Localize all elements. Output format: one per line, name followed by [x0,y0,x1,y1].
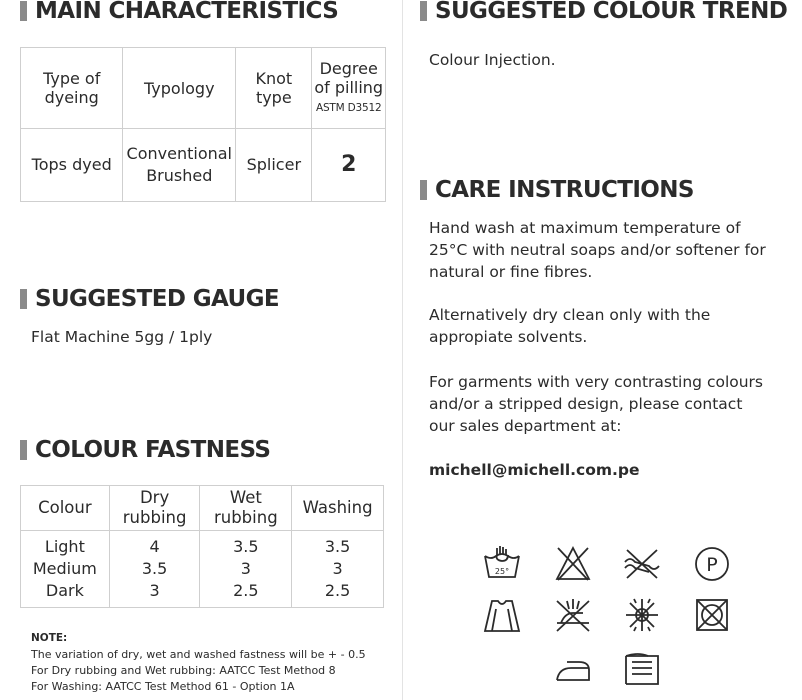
header-washing: Washing [292,486,384,531]
header-typology: Typology [123,48,236,129]
header-knot-type: Knot type [236,48,312,129]
colour-trend-title: SUGGESTED COLOUR TREND [435,0,788,24]
main-characteristics-table [20,47,386,202]
note-title: NOTE: [31,632,68,644]
dry-in-shade-icon [622,650,662,690]
header-dry-rubbing: Dry rubbing [109,486,200,531]
care-instructions-heading [420,177,694,203]
colour-fastness-table [20,485,384,608]
colour-trend-text: Colour Injection. [429,51,556,69]
colour-trend-heading [420,0,787,24]
cell-knot-type: Splicer [236,129,312,202]
no-wring-icon [622,544,662,584]
note-line: For Dry rubbing and Wet rubbing: AATCC Test Method 8 [31,664,336,677]
no-steam-icon [622,595,662,635]
note-line: The variation of dry, wet and washed fastness will be + - 0.5 [31,648,366,661]
column-wet-values: 3.5 3 2.5 [200,531,292,608]
header-degree-of-pilling: Degree of pilling ASTM D3512 [312,48,386,129]
hand-wash-icon [482,544,522,584]
cell-typology: Conventional Brushed [123,129,236,202]
pilling-standard: ASTM D3512 [315,101,382,114]
iron-low-icon [553,650,593,690]
colour-fastness-heading [20,437,270,463]
care-paragraph-3: For garments with very contrasting colours and/or a stripped design, please contact our sales department at: [429,373,764,435]
heading-bar [20,440,27,460]
no-tumble-dry-icon [692,595,732,635]
care-paragraph-1: Hand wash at maximum temperature of 25°C with neutral soaps and/or softener for natural or fine fibres. [429,219,766,281]
no-bleach-icon [553,544,593,584]
no-iron-icon [553,595,593,635]
svg-text:25°: 25° [494,567,510,576]
suggested-gauge-title: SUGGESTED GAUGE [35,286,280,312]
column-dry-values: 4 3.5 3 [109,531,200,608]
cell-type-of-dyeing: Tops dyed [21,129,123,202]
dry-flat-icon [482,595,522,635]
heading-bar [20,1,27,21]
suggested-gauge-text: Flat Machine 5gg / 1ply [31,328,213,346]
main-characteristics-heading [20,0,338,24]
column-washing-values: 3.5 3 2.5 [292,531,384,608]
header-wet-rubbing: Wet rubbing [200,486,292,531]
heading-bar [420,1,427,21]
column-divider [402,0,403,700]
main-characteristics-title: MAIN CHARACTERISTICS [35,0,339,24]
heading-bar [20,289,27,309]
svg-text:P: P [706,554,718,576]
suggested-gauge-heading [20,286,279,312]
cell-pilling: 2 [312,129,386,202]
column-colour-values: Light Medium Dark [21,531,110,608]
care-paragraph-2: Alternatively dry clean only with the appropiate solvents. [429,306,711,346]
header-type-of-dyeing: Type of dyeing [21,48,123,129]
care-instructions-title: CARE INSTRUCTIONS [435,177,694,203]
colour-fastness-title: COLOUR FASTNESS [35,437,271,463]
header-colour: Colour [21,486,110,531]
note-line: For Washing: AATCC Test Method 61 - Option 1A [31,680,295,693]
dry-clean-p-icon [692,544,732,584]
contact-email-link[interactable]: michell@michell.com.pe [429,461,640,479]
heading-bar [420,180,427,200]
